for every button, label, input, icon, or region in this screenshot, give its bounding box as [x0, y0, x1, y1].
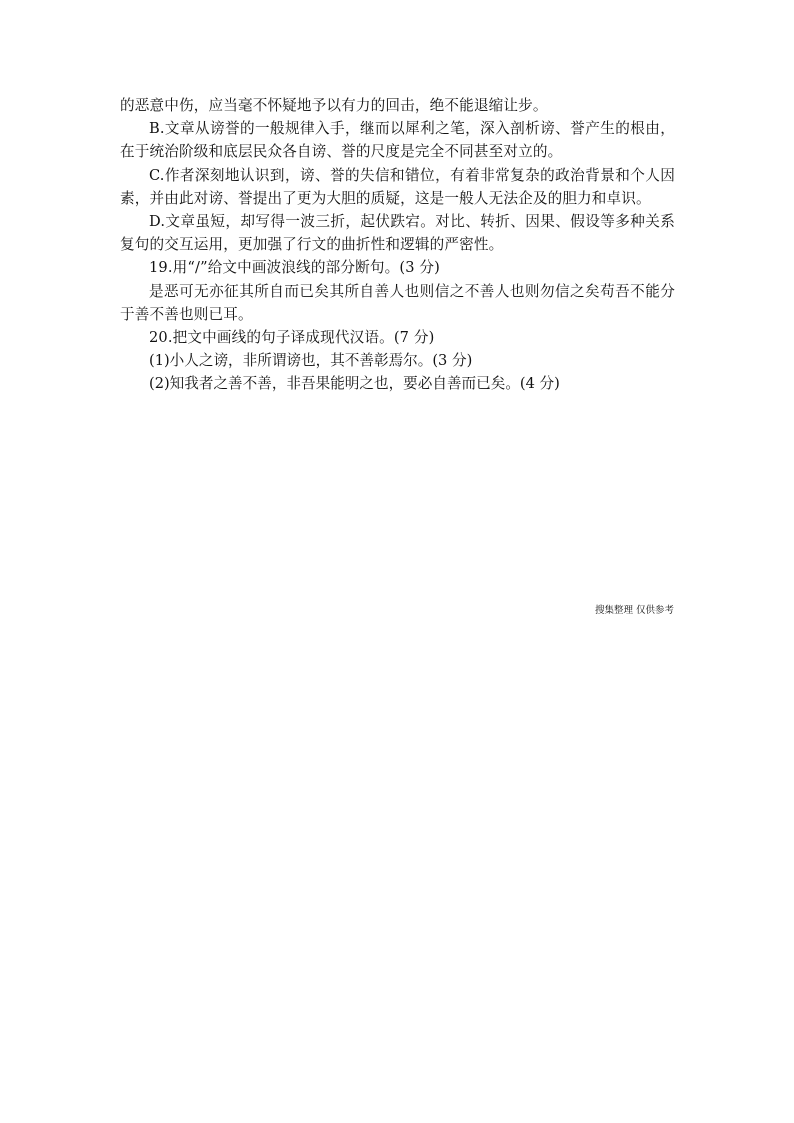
- option-d: D.文章虽短，却写得一波三折，起伏跌宕。对比、转折、因果、假设等多种关系复句的交互运用，更加强了行文的曲折性和逻辑的严密性。: [120, 213, 675, 254]
- question-20-item-1: (1)小人之谤，非所谓谤也，其不善彰焉尔。(3 分): [149, 352, 473, 370]
- option-b: B.文章从谤誉的一般规律入手，继而以犀利之笔，深入剖析谤、誉产生的根由，在于统治阶级和底层民众各自谤、誉的尺度是完全不同甚至对立的。: [120, 120, 675, 161]
- question-19: 19.用“/”给文中画波浪线的部分断句。(3 分): [149, 259, 441, 277]
- question-20: 20.把文中画线的句子译成现代汉语。(7 分): [149, 329, 435, 347]
- option-c: C.作者深刻地认识到，谤、誉的失信和错位，有着非常复杂的政治背景和个人因素，并由此对谤、誉提出了更为大胆的质疑，这是一般人无法企及的胆力和卓识。: [120, 166, 675, 207]
- option-a-continuation: 的恶意中伤，应当毫不怀疑地予以有力的回击，绝不能退缩让步。: [120, 97, 548, 114]
- footer-note: 搜集整理 仅供参考: [594, 605, 674, 616]
- document-body: [120, 94, 675, 396]
- question-19-passage: 是恶可无亦征其所自而已矣其所自善人也则信之不善人也则勿信之矣苟吾不能分于善不善也则已耳。: [120, 282, 675, 323]
- question-20-item-2: (2)知我者之善不善，非吾果能明之也，要必自善而已矣。(4 分): [149, 375, 560, 393]
